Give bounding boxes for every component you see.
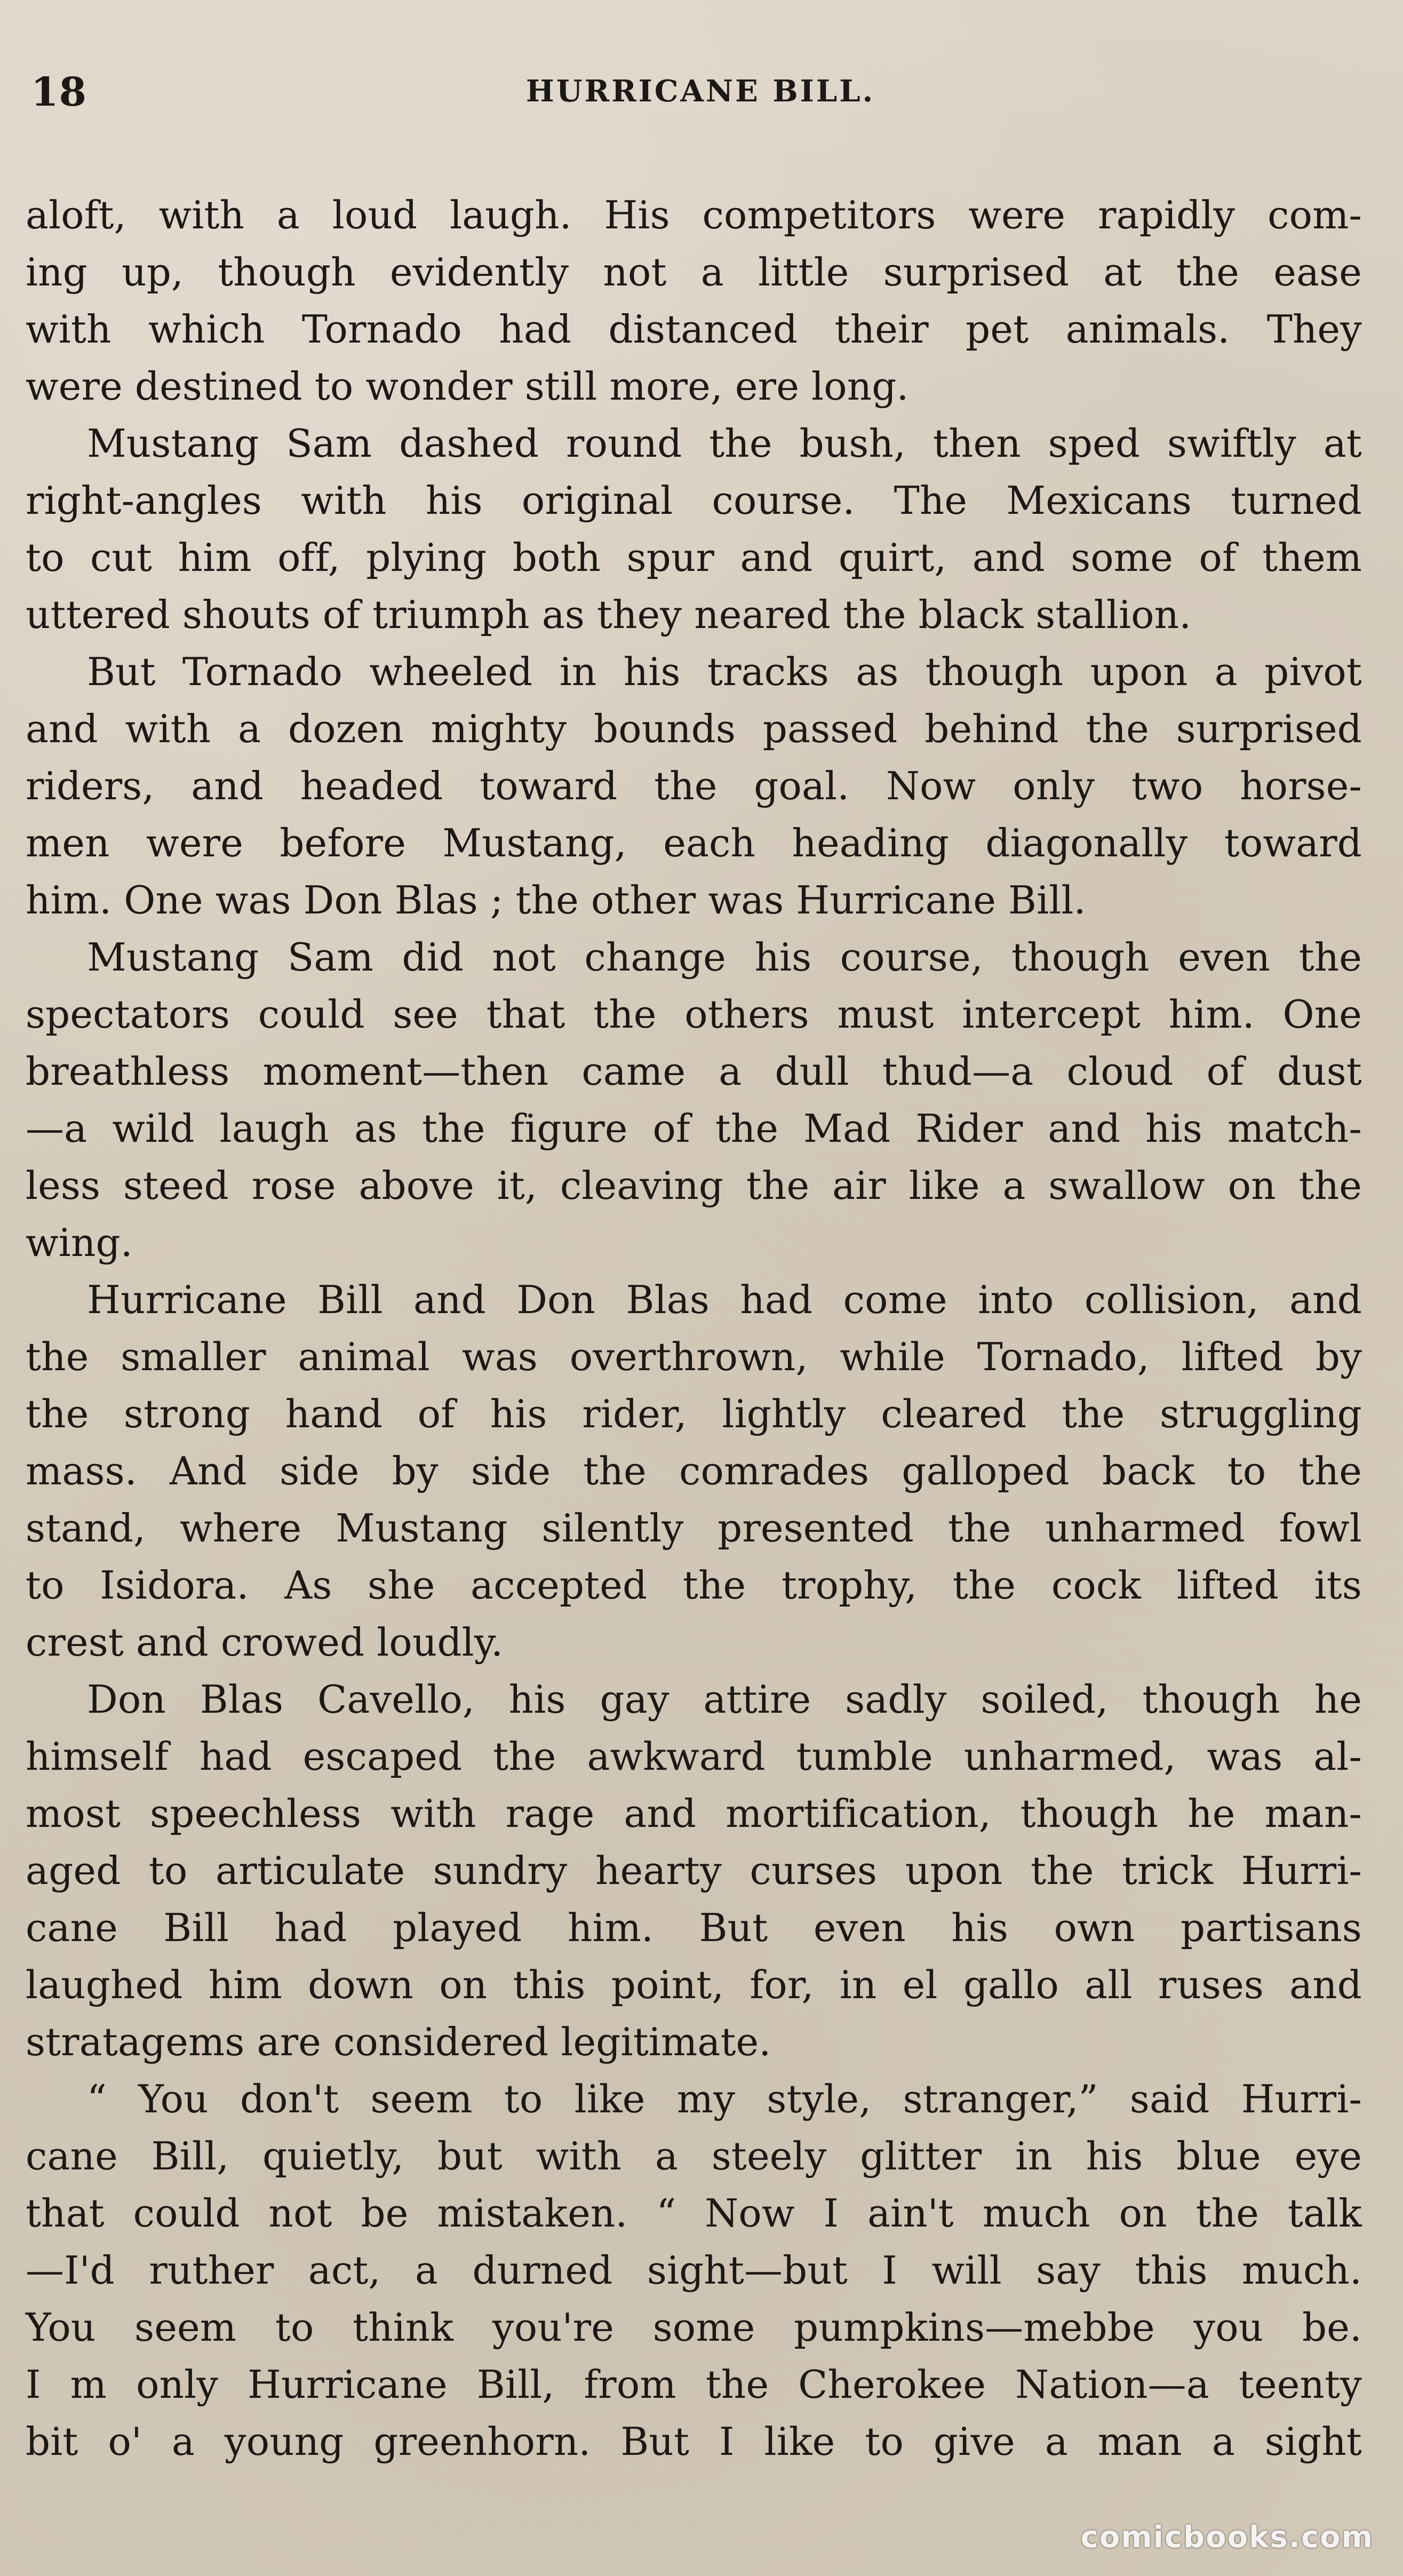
text-line: spectators could see that the others must intercept him. One [26,992,1362,1037]
text-line: “ You don't seem to like my style, stranger,” said Hurri- [87,2077,1362,2121]
text-line: himself had escaped the awkward tumble unharmed, was al- [26,1734,1362,1779]
text-line: less steed rose above it, cleaving the air like a swallow on the [26,1163,1362,1208]
text-line: aloft, with a loud laugh. His competitors were rapidly com- [26,193,1362,237]
text-line: Hurricane Bill and Don Blas had come into collision, and [87,1277,1362,1322]
text-line: aged to articulate sundry hearty curses upon the trick Hurri- [26,1848,1362,1893]
text-line: and with a dozen mighty bounds passed behind the surprised [26,706,1362,751]
text-line: mass. And side by side the comrades galloped back to the [26,1449,1362,1493]
text-line: him. One was Don Blas ; the other was Hurricane Bill. [26,878,1086,923]
text-line: with which Tornado had distanced their pet animals. They [26,307,1362,352]
text-line: bit o' a young greenhorn. But I like to give a man a sight [26,2419,1362,2464]
page-number: 18 [31,69,87,115]
text-line: crest and crowed loudly. [26,1620,504,1665]
text-line: most speechless with rage and mortification, though he man- [26,1791,1362,1836]
text-line: breathless moment—then came a dull thud—a cloud of dust [26,1049,1362,1094]
text-line: men were before Mustang, each heading diagonally toward [26,821,1362,865]
text-line: Don Blas Cavello, his gay attire sadly soiled, though he [87,1677,1362,1722]
text-line: Mustang Sam dashed round the bush, then sped swiftly at [87,421,1362,466]
text-line: that could not be mistaken. “ Now I ain't much on the talk [26,2191,1362,2236]
text-line: —a wild laugh as the figure of the Mad Rider and his match- [26,1106,1362,1151]
running-head: HURRICANE BILL. [525,74,875,109]
text-line: But Tornado wheeled in his tracks as though upon a pivot [87,649,1362,694]
text-line: Mustang Sam did not change his course, though even the [87,935,1362,980]
text-line: to Isidora. As she accepted the trophy, the cock lifted its [26,1563,1362,1608]
text-block [26,187,1362,2464]
text-line: to cut him off, plying both spur and quirt, and some of them [26,535,1362,580]
text-line: the smaller animal was overthrown, while Tornado, lifted by [26,1334,1362,1379]
text-line: were destined to wonder still more, ere long. [26,364,909,409]
text-line: laughed him down on this point, for, in el gallo all ruses and [26,1962,1362,2007]
watermark: comicbooks.com [1080,2520,1374,2555]
text-line: right-angles with his original course. The Mexicans turned [26,478,1362,523]
text-line: wing. [26,1220,133,1265]
text-line: —I'd ruther act, a durned sight—but I will say this much. [26,2248,1362,2293]
text-line: uttered shouts of triumph as they neared the black stallion. [26,592,1192,637]
text-line: stratagems are considered legitimate. [26,2020,771,2064]
text-line: I m only Hurricane Bill, from the Cherokee Nation—a teenty [26,2362,1362,2407]
text-line: cane Bill, quietly, but with a steely glitter in his blue eye [26,2134,1362,2179]
text-line: the strong hand of his rider, lightly cleared the struggling [26,1392,1362,1436]
text-line: riders, and headed toward the goal. Now only two horse- [26,764,1362,808]
text-line: You seem to think you're some pumpkins—mebbe you be. [26,2305,1362,2350]
page-header [31,69,1370,133]
text-line: stand, where Mustang silently presented the unharmed fowl [26,1506,1362,1551]
text-line: cane Bill had played him. But even his own partisans [26,1905,1362,1950]
text-line: ing up, though evidently not a little surprised at the ease [26,250,1362,295]
